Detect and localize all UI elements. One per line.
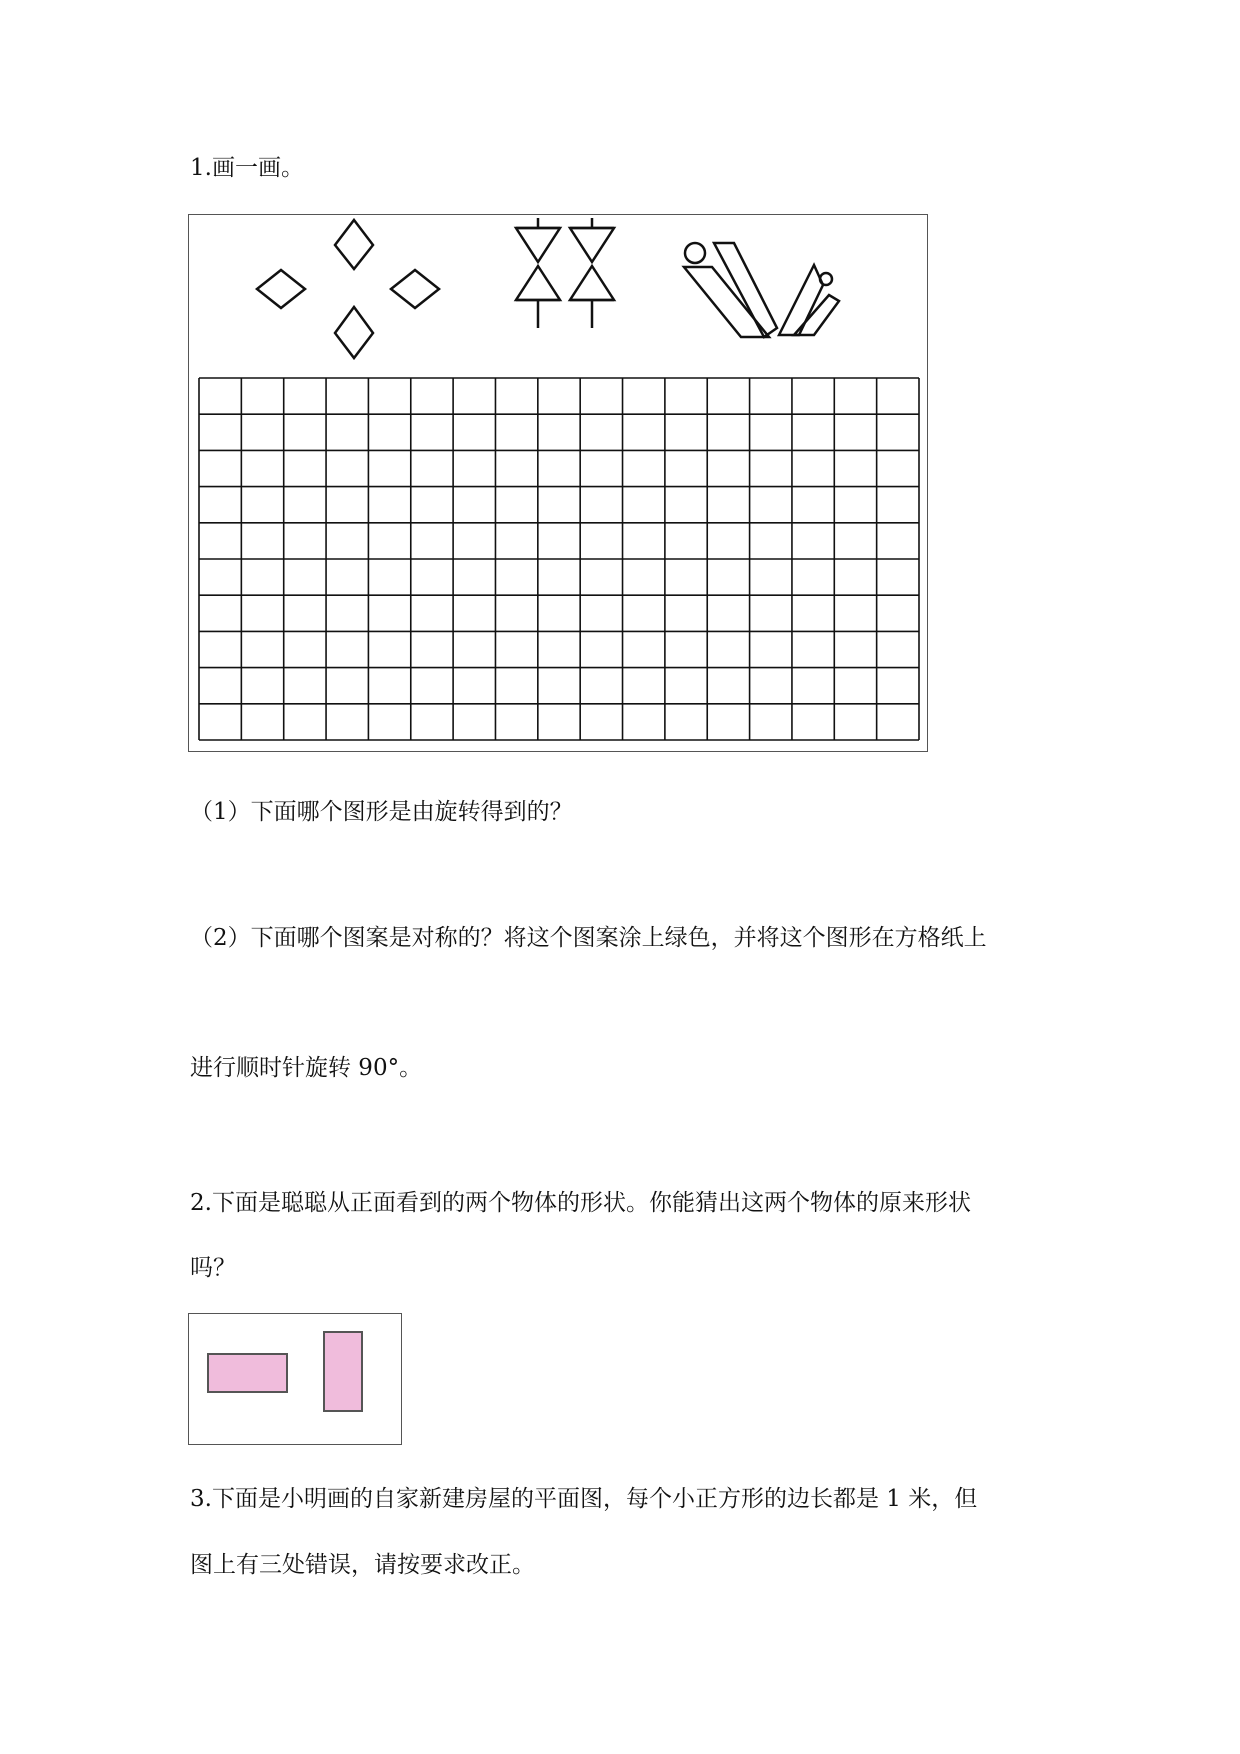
q1-figure-svg [189, 215, 926, 750]
q3-line1: 3.下面是小明画的自家新建房屋的平面图，每个小正方形的边长都是 1 米，但 [190, 1486, 978, 1512]
wide-rectangle-shape [208, 1354, 287, 1392]
double-arrow-triangles-icon [516, 218, 614, 328]
flower-parallelograms-icon [684, 243, 839, 337]
q1-sub2-line1: （2）下面哪个图案是对称的？将这个图案涂上绿色，并将这个图形在方格纸上 [190, 925, 987, 951]
square-grid [199, 378, 919, 740]
q2-figure [188, 1313, 402, 1445]
q1-figure [188, 214, 928, 752]
tall-rectangle-shape [324, 1332, 362, 1411]
q1-sub2-line2: 进行顺时针旋转 90°。 [190, 1055, 423, 1081]
q2-line1: 2.下面是聪聪从正面看到的两个物体的形状。你能猜出这两个物体的原来形状 [190, 1190, 971, 1216]
four-rhombus-icon [257, 220, 439, 358]
q3-line2: 图上有三处错误，请按要求改正。 [190, 1552, 535, 1578]
q1-sub1: （1）下面哪个图形是由旋转得到的？ [190, 799, 573, 825]
q2-line2: 吗？ [190, 1255, 236, 1281]
q1-title: 1.画一画。 [190, 155, 304, 181]
